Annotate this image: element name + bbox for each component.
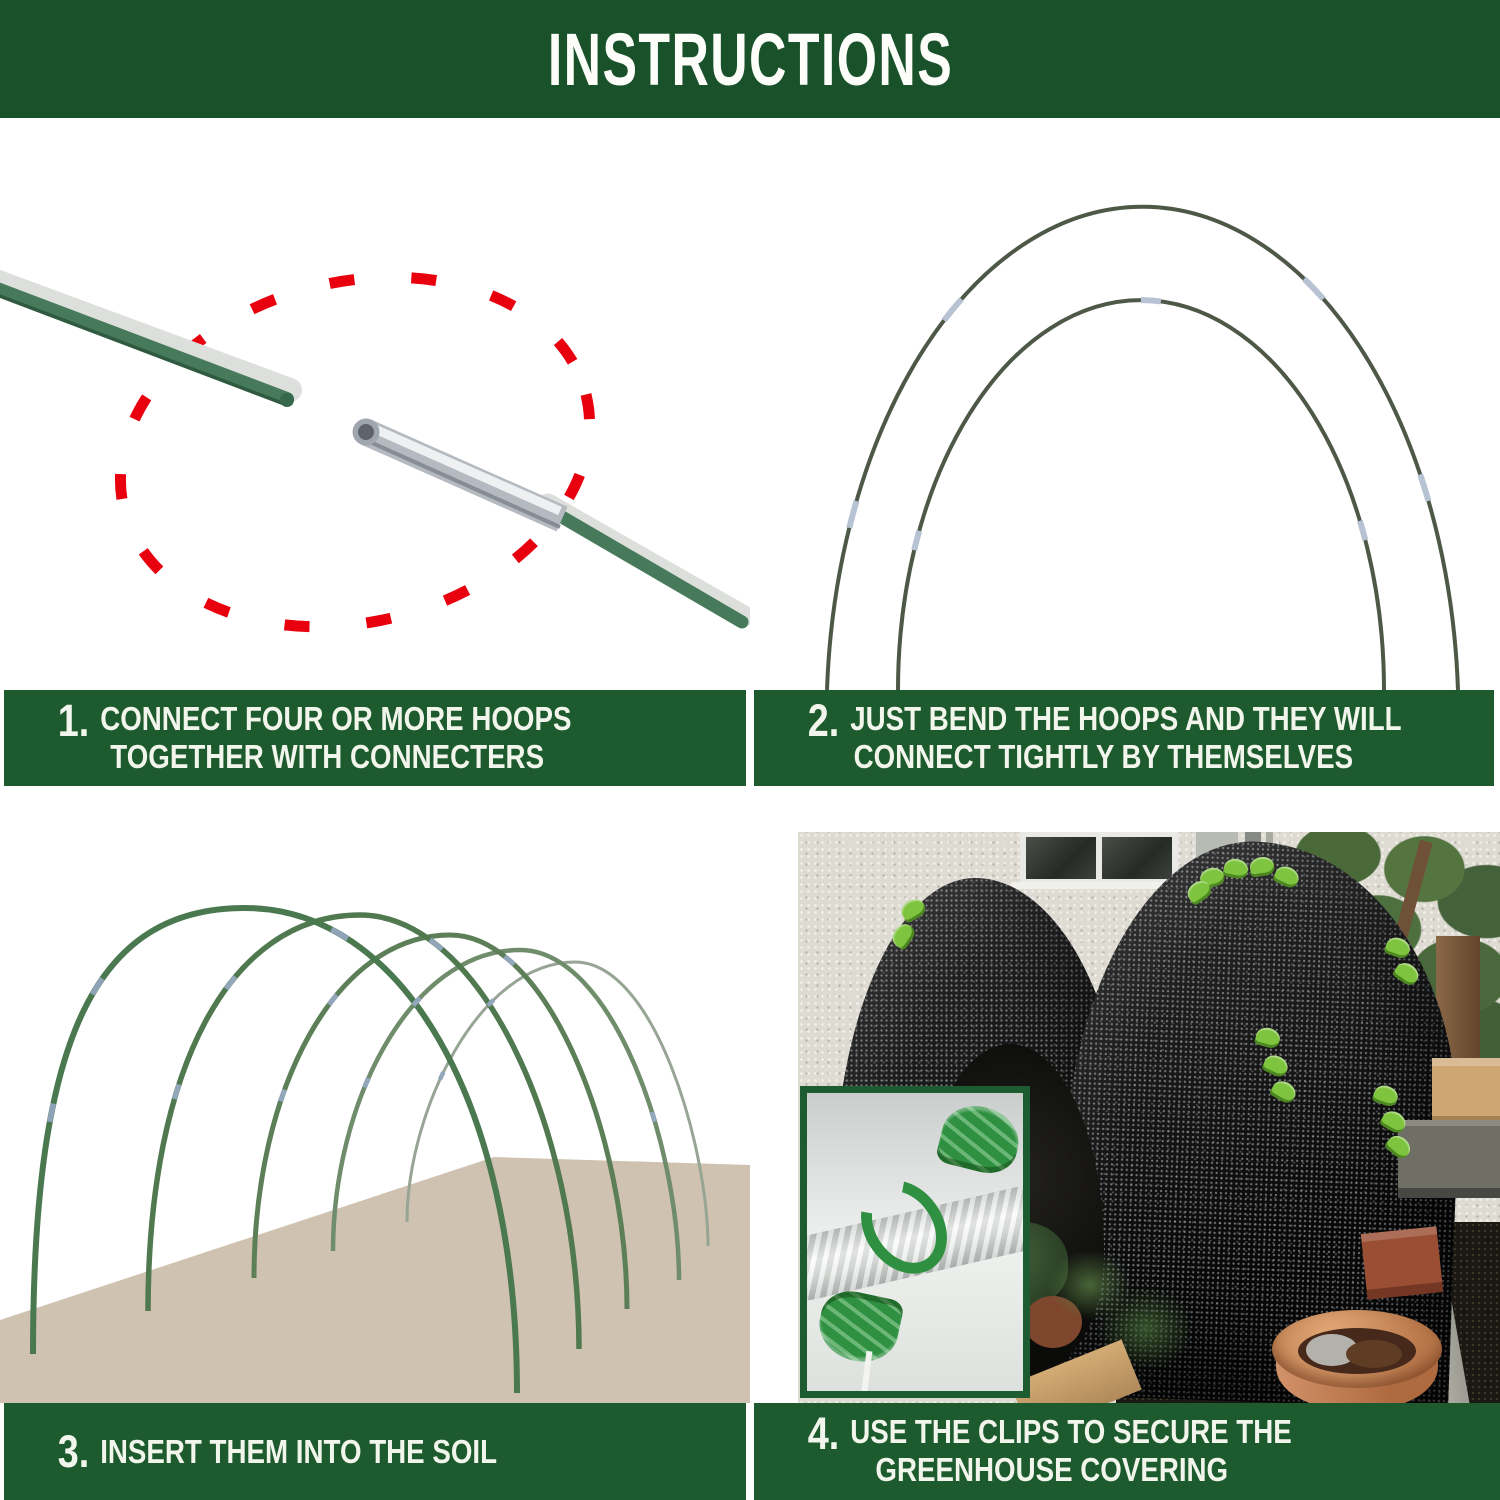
step-3-number: 3.	[57, 1425, 90, 1477]
soil-in-pot	[1346, 1340, 1402, 1368]
greenhouse-clip	[934, 1099, 1025, 1180]
hoop-1-gap	[88, 1058, 98, 1088]
hoop-arch-outer	[827, 207, 1458, 690]
hoop-1-gap	[120, 993, 133, 1018]
step-2-number: 2.	[807, 695, 840, 746]
step-4-number: 4.	[807, 1408, 840, 1459]
hoop-arch-inner	[898, 300, 1384, 690]
window-pane	[1026, 837, 1096, 879]
hoop-rod-right	[548, 504, 744, 622]
header-banner	[0, 0, 1500, 118]
step-2-text: JUST BEND THE HOOPS AND THEY WILL CONNECT TIGHTLY BY THEMSELVES	[850, 700, 1402, 775]
tunnel-assembly-diagram	[0, 788, 750, 1403]
step-1-caption	[4, 690, 746, 786]
dashed-highlight-ellipse	[83, 229, 627, 674]
step-4-text: USE THE CLIPS TO SECURE THE GREENHOUSE COVERING	[850, 1413, 1292, 1488]
hoop-arch-outer-connectors	[827, 207, 1458, 690]
house-window	[1020, 832, 1178, 882]
step-2-caption	[754, 690, 1494, 786]
greenhouse-clip	[813, 1285, 905, 1368]
bent-hoop-diagram	[750, 118, 1500, 690]
page-title: INSTRUCTIONS	[547, 17, 953, 101]
connector-tube	[353, 419, 563, 528]
brick	[1432, 1058, 1500, 1124]
greenhouse-photo	[798, 832, 1500, 1403]
step-1-number: 1.	[57, 695, 90, 746]
hoop-arch-inner-connectors	[898, 300, 1384, 690]
step-4-caption	[754, 1403, 1500, 1500]
connector-diagram	[0, 118, 750, 690]
step-1-text: CONNECT FOUR OR MORE HOOPS TOGETHER WITH CONNECTERS	[100, 700, 572, 775]
soil-ground	[0, 1157, 750, 1403]
hoop-rod-left	[0, 276, 294, 407]
clip-closeup-inset	[800, 1086, 1030, 1398]
window-pane	[1102, 837, 1172, 879]
brick	[1361, 1226, 1443, 1300]
terracotta-pot	[1272, 1310, 1442, 1403]
step-3-text: INSERT THEM INTO THE SOIL	[100, 1432, 498, 1470]
stone-block	[1398, 1120, 1500, 1198]
step-3-caption	[4, 1403, 746, 1500]
